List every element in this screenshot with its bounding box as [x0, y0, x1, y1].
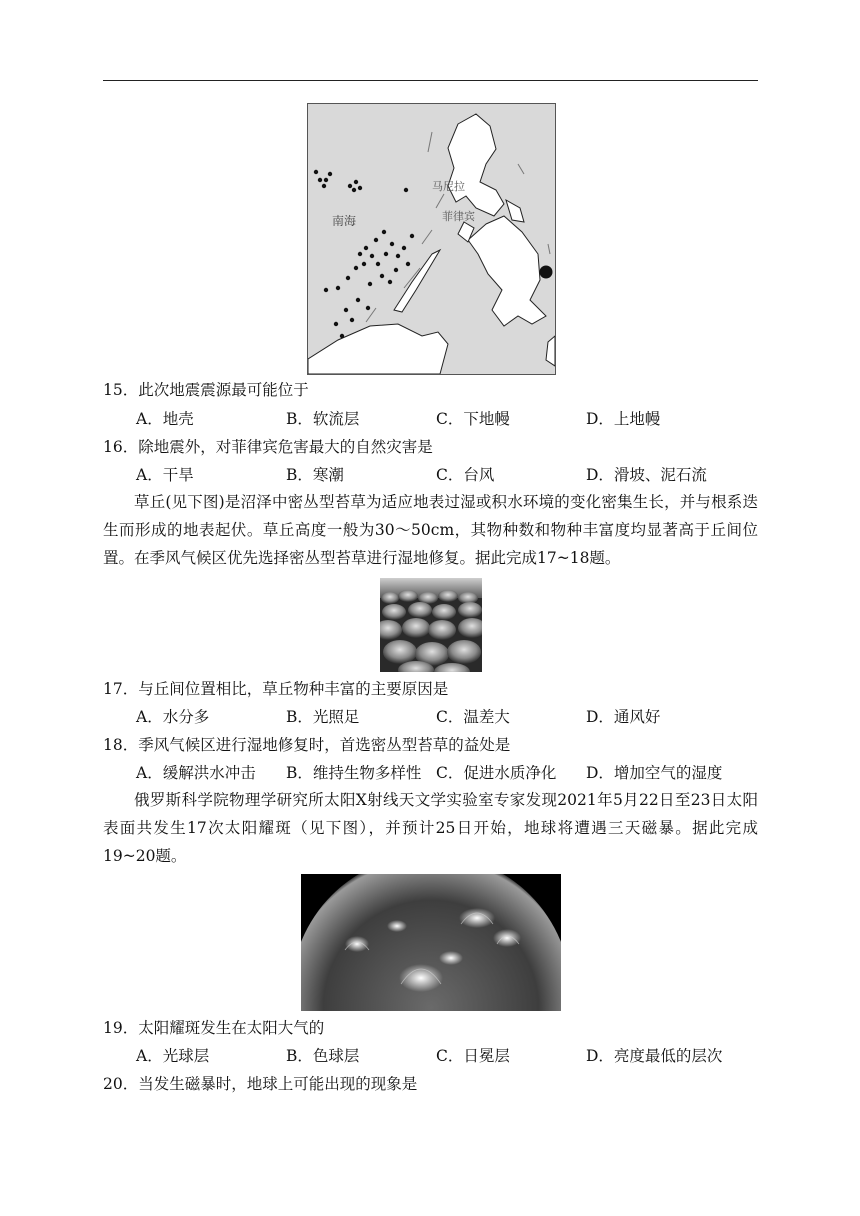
q18-option-d: D．增加空气的湿度	[586, 764, 723, 782]
q19-option-d: D．亮度最低的层次	[586, 1047, 723, 1065]
q20-stem: 20．当发生磁暴时，地球上可能出现的现象是	[103, 1075, 418, 1093]
q17-stem: 17．与丘间位置相比，草丘物种丰富的主要原因是	[103, 680, 449, 698]
q17-option-a: A．水分多	[136, 708, 210, 726]
q15-option-a: A．地壳	[136, 410, 194, 428]
q19-stem: 19．太阳耀斑发生在太阳大气的	[103, 1019, 325, 1037]
q15-stem: 15．此次地震震源最可能位于	[103, 381, 309, 399]
q16-option-a: A．干旱	[136, 466, 194, 484]
q16-stem: 16．除地震外，对菲律宾危害最大的自然灾害是	[103, 438, 433, 456]
header-rule	[103, 80, 758, 81]
q17-option-c: C．温差大	[436, 708, 510, 726]
q17-option-d: D．通风好	[586, 708, 661, 726]
q19-option-c: C．日冕层	[436, 1047, 510, 1065]
philippines-map	[307, 103, 556, 375]
map-label-manila: 马尼拉	[432, 180, 465, 193]
q17-option-b: B．光照足	[286, 708, 360, 726]
q18-option-a: A．缓解洪水冲击	[136, 764, 256, 782]
tussock-photo	[380, 578, 482, 672]
q16-option-c: C．台风	[436, 466, 495, 484]
q19-option-b: B．色球层	[286, 1047, 360, 1065]
q19-option-a: A．光球层	[136, 1047, 210, 1065]
q15-option-d: D．上地幔	[586, 410, 661, 428]
epicenter-marker	[540, 266, 553, 279]
map-label-philippines: 菲律宾	[442, 210, 475, 223]
passage-19-20: 俄罗斯科学院物理学研究所太阳X射线天文学实验室专家发现2021年5月22日至23日太阳表面共发生17次太阳耀斑（见下图），并预计25日开始，地球将遭遇三天磁暴。据此完成19~20题。	[103, 791, 758, 865]
q15-option-b: B．软流层	[286, 410, 360, 428]
map-label-sea: 南海	[332, 214, 357, 228]
q16-option-b: B．寒潮	[286, 466, 344, 484]
passage-17-18: 草丘(见下图)是沼泽中密丛型苔草为适应地表过湿或积水环境的变化密集生长，并与根系迭生而形成的地表起伏。草丘高度一般为30～50cm，其物种数和物种丰富度均显著高于丘间位置。在季风气候区优先选择密丛型苔草进行湿地修复。据此完成17~18题。	[103, 493, 758, 567]
solar-flare-photo	[301, 874, 561, 1011]
q16-option-d: D．滑坡、泥石流	[586, 466, 707, 484]
q18-option-c: C．促进水质净化	[436, 764, 557, 782]
q18-stem: 18．季风气候区进行湿地修复时，首选密丛型苔草的益处是	[103, 736, 511, 754]
q18-option-b: B．维持生物多样性	[286, 764, 422, 782]
q15-option-c: C．下地幔	[436, 410, 510, 428]
